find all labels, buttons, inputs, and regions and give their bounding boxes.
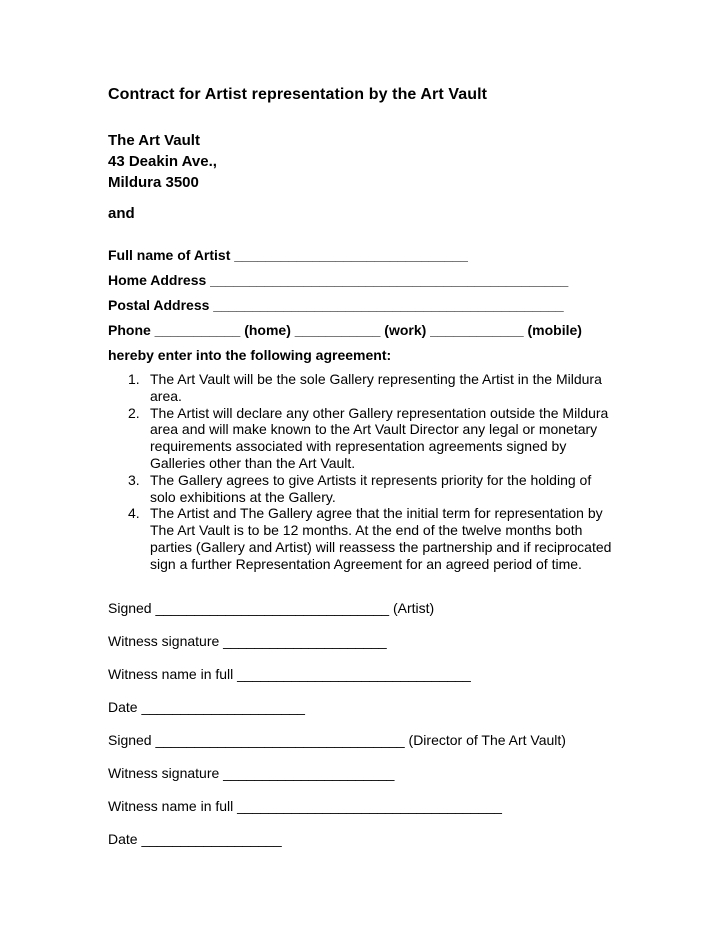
artist-witness-name-field[interactable]: Witness name in full ______________________________ [108, 666, 471, 682]
clause-number: 3. [128, 471, 140, 488]
gallery-address-block [108, 130, 217, 193]
clause-number: 4. [128, 505, 140, 522]
clause-text: The Art Vault will be the sole Gallery representing the Artist in the Mildura area. [150, 371, 602, 404]
clause-text: The Artist and The Gallery agree that the initial term for representation by The Art Vault is to be 12 months. At the end of the twelve months both parties (Gallery and Artist) will reassess the partnership and if reciprocated sign a further Representation Agreement for an agreed period of time. [150, 505, 612, 572]
gallery-city: Mildura 3500 [108, 174, 199, 191]
clause-number: 1. [128, 371, 140, 387]
clause-text: The Artist will declare any other Gallery representation outside the Mildura area and will make known to the Art Vault Director any legal or monetary requirements associated with representation agreements signed by Galleries other than the Art Vault. [150, 404, 609, 471]
artist-signature-field[interactable]: Signed ______________________________ (Artist) [108, 600, 435, 616]
gallery-name: The Art Vault [108, 132, 200, 149]
clause-number: 2. [128, 404, 140, 421]
home-address-field[interactable]: Home Address ______________________________________________ [108, 272, 569, 288]
phone-field[interactable]: Phone ___________ (home) ___________ (work) ____________ (mobile) [108, 322, 582, 338]
agreement-preamble: hereby enter into the following agreement: [108, 347, 392, 363]
and-conjunction: and [108, 205, 135, 222]
clause-item [108, 472, 620, 506]
director-signature-field[interactable]: Signed ________________________________ (Director of The Art Vault) [108, 732, 566, 748]
gallery-street: 43 Deakin Ave., [108, 153, 217, 170]
director-date-field[interactable]: Date __________________ [108, 831, 282, 847]
clause-item [108, 371, 620, 405]
clause-item [108, 505, 620, 572]
clause-text: The Gallery agrees to give Artists it represents priority for the holding of solo exhibitions at the Gallery. [150, 471, 592, 505]
postal-address-field[interactable]: Postal Address _____________________________________________ [108, 297, 564, 313]
artist-date-field[interactable]: Date _____________________ [108, 699, 305, 715]
clause-item [108, 405, 620, 472]
director-witness-name-field[interactable]: Witness name in full __________________________________ [108, 798, 502, 814]
artist-witness-signature-field[interactable]: Witness signature _____________________ [108, 633, 387, 649]
agreement-clauses [108, 371, 620, 573]
document-title: Contract for Artist representation by the Art Vault [108, 86, 488, 103]
artist-name-field[interactable]: Full name of Artist ______________________________ [108, 247, 468, 263]
director-witness-signature-field[interactable]: Witness signature ______________________ [108, 765, 395, 781]
